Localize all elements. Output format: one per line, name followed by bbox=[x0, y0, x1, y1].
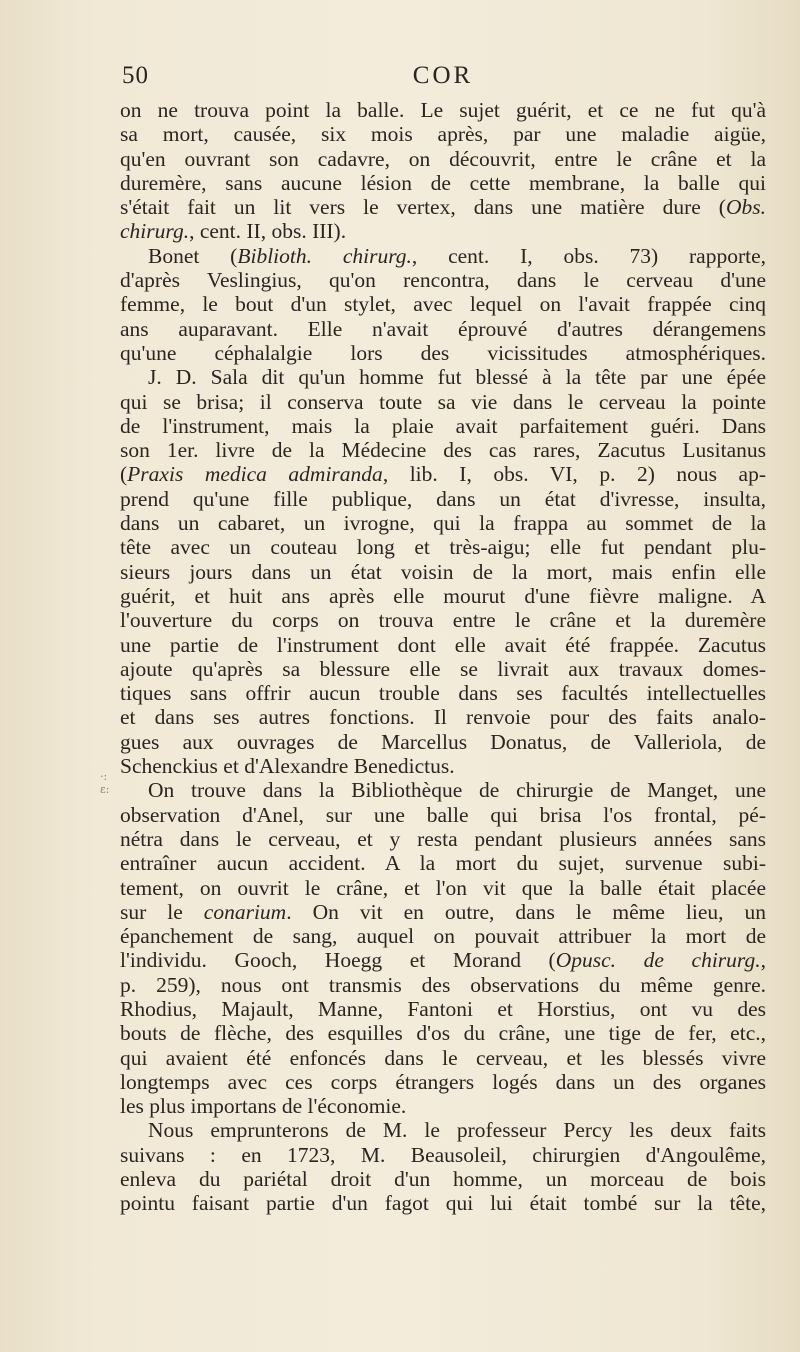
text-line bbox=[120, 681, 766, 705]
text-run: de l'instrument, mais la plaie avait parfaitement guéri. Dans bbox=[120, 413, 766, 438]
text-line bbox=[120, 948, 766, 972]
text-run: s'était fait un lit vers le vertex, dans une matière dure ( bbox=[120, 195, 726, 220]
text-line bbox=[120, 1118, 766, 1142]
text-run: Rhodius, Majault, Manne, Fantoni et Horstius, ont vu des bbox=[120, 996, 766, 1021]
text-run: dans un cabaret, un ivrogne, qui la frappa au sommet de la bbox=[120, 511, 766, 536]
text-run: bouts de flèche, des esquilles d'os du crâne, une tige de fer, etc., bbox=[120, 1021, 766, 1046]
gutter-smudge: ·: ε: bbox=[100, 770, 110, 796]
text-line bbox=[120, 414, 766, 438]
text-run: observation d'Anel, sur une balle qui brisa l'os frontal, pé- bbox=[120, 802, 766, 827]
text-run: tement, on ouvrit le crâne, et l'on vit que la balle était placée bbox=[120, 875, 766, 900]
italic-citation: Biblioth. chirurg. bbox=[237, 243, 412, 268]
text-line bbox=[120, 195, 766, 219]
text-line bbox=[120, 778, 766, 802]
text-run: gues aux ouvrages de Marcellus Donatus, de Valleriola, de bbox=[120, 729, 766, 754]
body-text bbox=[120, 98, 766, 1216]
text-line bbox=[120, 365, 766, 389]
text-run: Nous emprunterons de M. le professeur Percy les deux faits bbox=[148, 1118, 766, 1143]
text-run: qu'une céphalalgie lors des vicissitudes atmosphériques. bbox=[120, 340, 766, 365]
text-run: sa mort, causée, six mois après, par une maladie aigüe, bbox=[120, 122, 766, 147]
text-run: sieurs jours dans un état voisin de la mort, mais enfin elle bbox=[120, 559, 766, 584]
text-run: suivans : en 1723, M. Beausoleil, chirurgien d'Angoulême, bbox=[120, 1142, 766, 1167]
text-run: Schenckius et d'Alexandre Benedictus. bbox=[120, 754, 455, 779]
text-run: On trouve dans la Bibliothèque de chirurgie de Manget, une bbox=[148, 778, 766, 803]
text-run: les plus importans de l'économie. bbox=[120, 1094, 407, 1119]
text-line bbox=[120, 1143, 766, 1167]
text-line bbox=[120, 1070, 766, 1094]
text-line bbox=[120, 98, 766, 122]
italic-citation: chirurg. bbox=[120, 219, 190, 244]
text-run: on ne trouva point la balle. Le sujet guérit, et ce ne fut qu'à bbox=[120, 98, 766, 122]
running-title: COR bbox=[412, 62, 474, 89]
text-run: longtemps avec ces corps étrangers logés dans un des organes bbox=[120, 1069, 766, 1094]
text-run: l'ouverture du corps on trouva entre le crâne et la duremère bbox=[120, 608, 766, 633]
text-run: entraîner aucun accident. A la mort du sujet, survenue subi- bbox=[120, 851, 766, 876]
text-line bbox=[120, 462, 766, 486]
text-run: une partie de l'instrument dont elle avait été frappée. Zacutus bbox=[120, 632, 766, 657]
text-line bbox=[120, 390, 766, 414]
text-line bbox=[120, 584, 766, 608]
text-run: enleva du pariétal droit d'un homme, un morceau de bois bbox=[120, 1167, 766, 1192]
page-number: 50 bbox=[122, 62, 149, 89]
text-run: , cent. I, obs. 73) rapporte, bbox=[411, 243, 767, 268]
text-line bbox=[120, 973, 766, 997]
text-run: tiques sans offrir aucun trouble dans ses facultés intellectuelles bbox=[120, 681, 766, 706]
text-run: , lib. I, obs. VI, p. 2) nous ap- bbox=[382, 462, 766, 487]
text-run: , bbox=[760, 948, 766, 973]
text-line bbox=[120, 633, 766, 657]
text-line bbox=[120, 292, 766, 316]
text-line bbox=[120, 657, 766, 681]
text-run: , cent. II, obs. III). bbox=[189, 219, 347, 244]
text-run: femme, le bout d'un stylet, avec lequel on l'avait frappée cinq bbox=[120, 292, 766, 317]
text-line bbox=[120, 122, 766, 146]
text-line bbox=[120, 876, 766, 900]
text-run: sur le bbox=[120, 899, 204, 924]
text-run: d'après Veslingius, qu'on rencontra, dans le cerveau d'une bbox=[120, 268, 766, 293]
text-run: ( bbox=[120, 462, 128, 487]
italic-citation: conarium bbox=[203, 899, 287, 924]
text-line bbox=[120, 438, 766, 462]
text-line bbox=[120, 754, 766, 778]
text-line bbox=[120, 1167, 766, 1191]
text-line bbox=[120, 803, 766, 827]
text-run: nétra dans le cerveau, et y resta pendant plusieurs années sans bbox=[120, 826, 766, 851]
text-line bbox=[120, 317, 766, 341]
text-line bbox=[120, 487, 766, 511]
text-line bbox=[120, 608, 766, 632]
text-line bbox=[120, 851, 766, 875]
text-line bbox=[120, 268, 766, 292]
text-line bbox=[120, 219, 766, 243]
text-run: p. 259), nous ont transmis des observations du même genre. bbox=[120, 972, 766, 997]
text-line bbox=[120, 1046, 766, 1070]
italic-citation: Praxis medica admiranda bbox=[127, 462, 383, 487]
text-run: guérit, et huit ans après elle mourut d'une fièvre maligne. A bbox=[120, 583, 766, 608]
text-line bbox=[120, 924, 766, 948]
text-line bbox=[120, 244, 766, 268]
text-run: ajoute qu'après sa blessure elle se livrait aux travaux domes- bbox=[120, 656, 766, 681]
italic-citation: Obs. bbox=[725, 195, 766, 220]
text-line bbox=[120, 1094, 766, 1118]
text-run: épanchement de sang, auquel on pouvait attribuer la mort de bbox=[120, 924, 766, 949]
text-line bbox=[120, 535, 766, 559]
text-run: l'individu. Gooch, Hoegg et Morand ( bbox=[120, 948, 556, 973]
text-line bbox=[120, 827, 766, 851]
text-run: duremère, sans aucune lésion de cette membrane, la balle qui bbox=[120, 170, 766, 195]
text-line bbox=[120, 171, 766, 195]
text-run: J. D. Sala dit qu'un homme fut blessé à la tête par une épée bbox=[148, 365, 766, 390]
text-run: qui se brisa; il conserva toute sa vie dans le cerveau la pointe bbox=[120, 389, 766, 414]
text-run: qui avaient été enfoncés dans le cerveau, et les blessés vivre bbox=[120, 1045, 766, 1070]
text-run: tête avec un couteau long et très-aigu; elle fut pendant plu- bbox=[120, 535, 766, 560]
text-run: son 1er. livre de la Médecine des cas rares, Zacutus Lusitanus bbox=[120, 438, 766, 463]
text-line bbox=[120, 560, 766, 584]
text-run: pointu faisant partie d'un fagot qui lui était tombé sur la tête, bbox=[120, 1191, 766, 1216]
text-run: . On vit en outre, dans le même lieu, un bbox=[286, 899, 766, 924]
text-line bbox=[120, 147, 766, 171]
text-line bbox=[120, 705, 766, 729]
text-run: Bonet ( bbox=[148, 243, 238, 268]
text-line bbox=[120, 1021, 766, 1045]
text-run: et dans ses autres fonctions. Il renvoie pour des faits analo- bbox=[120, 705, 766, 730]
text-line bbox=[120, 997, 766, 1021]
text-line bbox=[120, 1191, 766, 1215]
running-head bbox=[122, 62, 764, 96]
text-line bbox=[120, 341, 766, 365]
text-run: qu'en ouvrant son cadavre, on découvrit, entre le crâne et la bbox=[120, 146, 766, 171]
text-run: prend qu'une fille publique, dans un état d'ivresse, insulta, bbox=[120, 486, 766, 511]
italic-citation: Opusc. de chirurg. bbox=[555, 948, 761, 973]
text-line bbox=[120, 730, 766, 754]
text-line bbox=[120, 511, 766, 535]
text-line bbox=[120, 900, 766, 924]
text-run: ans auparavant. Elle n'avait éprouvé d'autres dérangemens bbox=[120, 316, 766, 341]
